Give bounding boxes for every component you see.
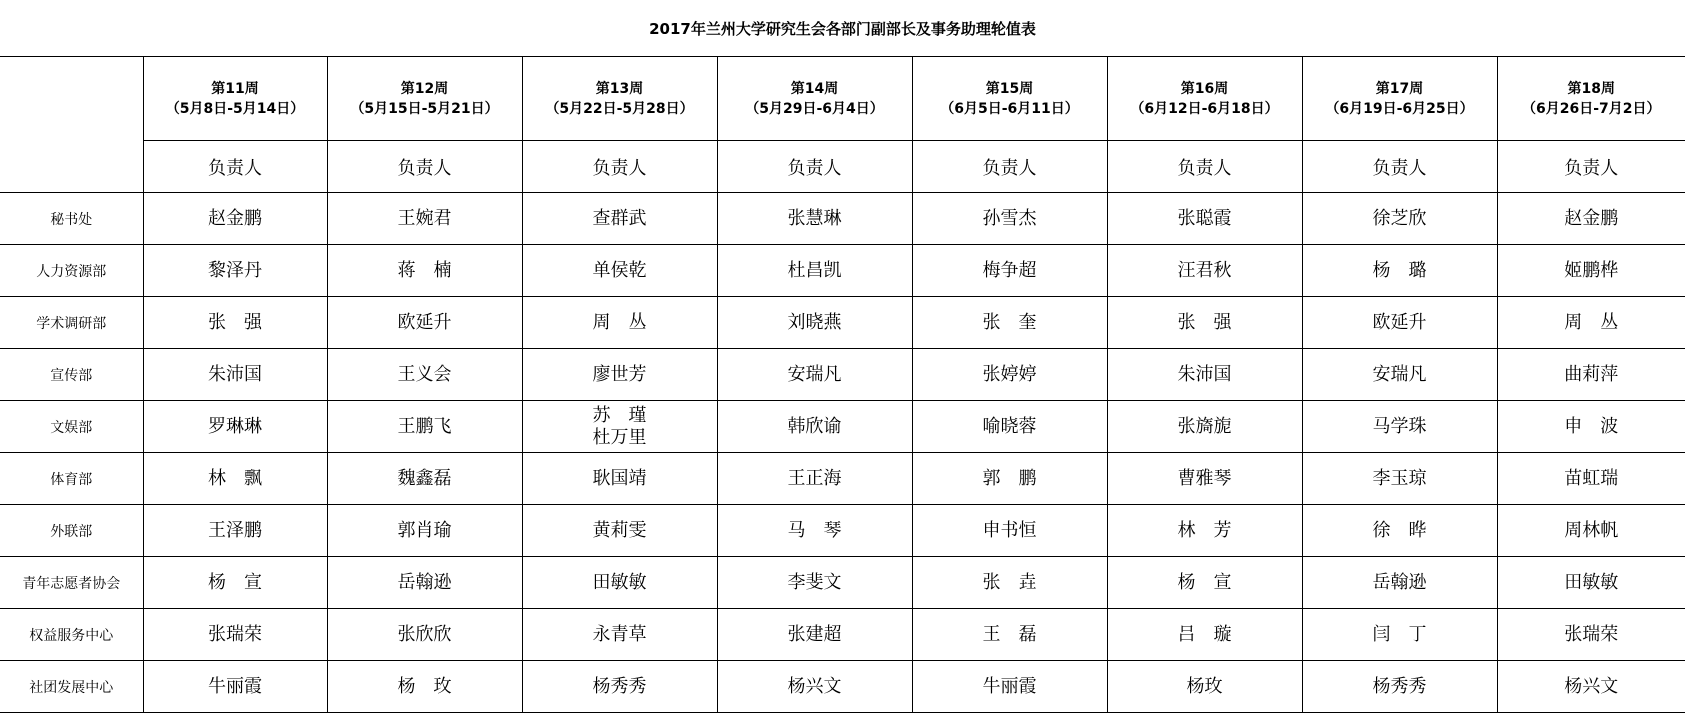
role-label-cell [522,141,717,193]
person-cell [1302,609,1497,661]
week-name: 第12周 [400,80,449,97]
person-name: 赵金鹏 [208,207,262,229]
person-name: 欧延升 [1372,311,1427,333]
week-header-cell [1497,57,1685,141]
week-date-range: （5月8日-5月14日） [165,100,305,117]
person-name: 徐芝欣 [1372,207,1427,229]
person-name: 岳翰逊 [397,571,452,593]
department-cell [0,609,143,661]
role-label-cell [717,141,912,193]
person-name: 牛丽霞 [982,675,1037,697]
person-name: 徐 晔 [1372,519,1427,541]
person-cell [717,661,912,713]
person-cell [1497,453,1685,505]
person-cell [327,505,522,557]
person-cell [522,245,717,297]
person-name: 牛丽霞 [208,675,262,697]
table-row [0,193,1685,245]
person-cell [1107,557,1302,609]
person-cell [1302,557,1497,609]
person-cell [522,505,717,557]
person-cell [522,609,717,661]
person-name: 王正海 [787,467,842,489]
week-header-cell [327,57,522,141]
person-cell [912,505,1107,557]
person-name: 安瑞凡 [1372,363,1427,385]
department-cell [0,661,143,713]
table-row [0,609,1685,661]
person-cell [522,661,717,713]
role-label: 负责人 [208,157,262,179]
person-cell [143,453,327,505]
week-name: 第16周 [1180,80,1229,97]
department-name: 学术调研部 [36,315,107,332]
person-name: 王鹏飞 [397,415,452,437]
person-cell [522,453,717,505]
person-name: 孙雪杰 [982,207,1037,229]
person-cell [1302,297,1497,349]
person-cell [1497,661,1685,713]
person-name: 苗虹瑞 [1564,467,1619,489]
person-name: 郭肖瑜 [397,519,452,541]
person-cell [327,661,522,713]
department-name: 青年志愿者协会 [22,575,121,592]
person-name: 黎泽丹 [208,259,262,281]
week-header-row [0,57,1685,141]
roster-table [0,56,1685,713]
person-name: 苏 瑾 [592,404,647,426]
person-name: 张旖旎 [1177,415,1232,437]
role-label: 负责人 [1177,157,1232,179]
person-cell [912,297,1107,349]
person-name: 李玉琼 [1372,467,1427,489]
sheet-title: 2017年兰州大学研究生会各部门副部长及事务助理轮值表 [0,0,1685,57]
person-name: 杨兴文 [787,675,842,697]
person-cell [1302,193,1497,245]
person-cell [1107,661,1302,713]
person-cell [1302,505,1497,557]
department-name: 文娱部 [50,419,93,436]
person-name: 王泽鹏 [208,519,262,541]
person-name: 杨秀秀 [1372,675,1427,697]
person-cell [1107,453,1302,505]
department-cell [0,505,143,557]
person-cell [1302,401,1497,453]
person-name: 张聪霞 [1177,207,1232,229]
person-cell [1497,505,1685,557]
person-name: 林 芳 [1177,519,1232,541]
table-row [0,661,1685,713]
person-cell [143,349,327,401]
person-name: 杨 宣 [208,571,262,593]
person-name: 杜昌凯 [787,259,842,281]
week-header-cell [522,57,717,141]
person-name: 林 飘 [208,467,262,489]
person-name: 吕 璇 [1177,623,1232,645]
person-name: 杨兴文 [1564,675,1619,697]
person-cell [1497,609,1685,661]
person-name: 廖世芳 [592,363,647,385]
person-name: 梅争超 [982,259,1037,281]
person-name: 李斐文 [787,571,842,593]
person-cell [1107,297,1302,349]
person-cell [1107,245,1302,297]
person-name: 王 磊 [982,623,1037,645]
person-cell [717,245,912,297]
department-cell [0,453,143,505]
department-cell [0,401,143,453]
person-cell [1302,453,1497,505]
person-name: 黄莉雯 [592,519,647,541]
person-name: 周林帆 [1564,519,1619,541]
person-name: 杨玫 [1186,675,1223,697]
department-cell [0,245,143,297]
person-cell [717,505,912,557]
person-name: 姬鹏桦 [1564,259,1619,281]
person-name: 蒋 楠 [397,259,452,281]
person-cell [912,349,1107,401]
person-name: 申 波 [1564,415,1619,437]
week-name: 第13周 [595,80,644,97]
table-row [0,349,1685,401]
department-cell [0,557,143,609]
person-name: 申书恒 [982,519,1037,541]
person-name: 刘晓燕 [787,311,842,333]
week-header-cell [717,57,912,141]
person-cell [1107,401,1302,453]
person-cell [522,557,717,609]
person-name: 曹雅琴 [1177,467,1232,489]
department-name: 秘书处 [50,211,93,228]
person-name: 杨 玫 [397,675,452,697]
person-name: 马学珠 [1372,415,1427,437]
department-name: 人力资源部 [36,263,107,280]
person-name: 单侯乾 [592,259,647,281]
corner-cell [0,141,143,193]
person-name: 查群武 [592,207,647,229]
person-name: 安瑞凡 [787,363,842,385]
person-name: 周 丛 [1564,311,1619,333]
person-cell [1302,349,1497,401]
role-label: 负责人 [592,157,647,179]
person-cell [1497,193,1685,245]
week-name: 第11周 [211,80,259,97]
person-name: 张 垚 [982,571,1037,593]
week-date-range: （5月15日-5月21日） [350,100,499,117]
person-name: 欧延升 [397,311,452,333]
person-cell [143,193,327,245]
role-label: 负责人 [397,157,452,179]
person-cell [522,401,717,453]
person-cell [717,557,912,609]
person-cell [522,297,717,349]
table-row [0,401,1685,453]
person-cell [1497,401,1685,453]
person-name: 张瑞荣 [1564,623,1619,645]
person-cell [327,401,522,453]
role-label: 负责人 [1564,157,1619,179]
person-cell [1107,349,1302,401]
person-name: 赵金鹏 [1564,207,1619,229]
person-name: 田敏敏 [1564,571,1619,593]
person-name: 张欣欣 [397,623,452,645]
person-name: 张婷婷 [982,363,1037,385]
week-date-range: （6月26日-7月2日） [1521,100,1661,117]
week-date-range: （5月29日-6月4日） [745,100,884,117]
person-cell [1107,609,1302,661]
corner-cell [0,57,143,141]
person-cell [143,245,327,297]
person-name: 田敏敏 [592,571,647,593]
department-name: 体育部 [50,471,93,488]
person-name: 永青草 [592,623,647,645]
person-cell [327,557,522,609]
person-name: 王婉君 [397,207,452,229]
person-cell [717,193,912,245]
week-date-range: （5月22日-5月28日） [545,100,694,117]
person-cell [1107,505,1302,557]
person-name: 罗琳琳 [208,415,262,437]
person-name: 朱沛国 [208,363,262,385]
person-name: 杜万里 [592,426,647,448]
person-cell [912,193,1107,245]
role-label-row [0,141,1685,193]
person-name: 曲莉萍 [1564,363,1619,385]
person-cell [912,609,1107,661]
person-cell [143,401,327,453]
person-name: 张瑞荣 [208,623,262,645]
person-cell [1107,193,1302,245]
person-cell [327,453,522,505]
person-name: 张慧琳 [787,207,842,229]
person-name: 马 琴 [787,519,842,541]
person-name: 岳翰逊 [1372,571,1427,593]
person-name: 张 强 [208,311,262,333]
department-name: 社团发展中心 [29,679,114,696]
person-cell [912,453,1107,505]
person-cell [1497,297,1685,349]
role-label-cell [1107,141,1302,193]
person-cell [327,297,522,349]
person-cell [912,661,1107,713]
person-cell [717,349,912,401]
role-label: 负责人 [982,157,1037,179]
person-cell [327,609,522,661]
person-cell [143,557,327,609]
week-header-cell [1302,57,1497,141]
week-header-cell [912,57,1107,141]
person-cell [717,609,912,661]
department-name: 外联部 [50,523,93,540]
week-date-range: （6月12日-6月18日） [1130,100,1279,117]
person-cell [327,349,522,401]
role-label-cell [1302,141,1497,193]
table-row [0,245,1685,297]
person-name: 张 强 [1177,311,1232,333]
person-cell [522,193,717,245]
person-cell [717,401,912,453]
person-name: 魏鑫磊 [397,467,452,489]
person-cell [912,245,1107,297]
person-name: 杨 璐 [1372,259,1427,281]
person-name: 张 奎 [982,311,1037,333]
week-name: 第18周 [1567,80,1615,97]
department-cell [0,193,143,245]
department-cell [0,349,143,401]
person-cell [522,349,717,401]
role-label-cell [1497,141,1685,193]
role-label-cell [143,141,327,193]
person-cell [143,505,327,557]
person-name: 郭 鹏 [982,467,1037,489]
department-cell [0,297,143,349]
person-cell [1302,661,1497,713]
person-cell [717,453,912,505]
person-name: 杨秀秀 [592,675,647,697]
person-cell [912,401,1107,453]
person-cell [143,661,327,713]
person-name: 耿国靖 [592,467,647,489]
person-name: 张建超 [787,623,842,645]
person-cell [327,193,522,245]
week-date-range: （6月19日-6月25日） [1325,100,1474,117]
person-name: 周 丛 [592,311,647,333]
week-name: 第14周 [790,80,839,97]
person-name: 王义会 [397,363,452,385]
person-cell [143,609,327,661]
person-name: 汪君秋 [1177,259,1232,281]
person-name: 朱沛国 [1177,363,1232,385]
role-label: 负责人 [787,157,842,179]
table-row [0,557,1685,609]
role-label: 负责人 [1372,157,1427,179]
table-row [0,453,1685,505]
person-cell [327,245,522,297]
person-name: 喻晓蓉 [982,415,1037,437]
role-label-cell [912,141,1107,193]
week-header-cell [1107,57,1302,141]
person-cell [717,297,912,349]
person-cell [912,557,1107,609]
week-header-cell [143,57,327,141]
person-cell [1497,245,1685,297]
person-cell [143,297,327,349]
department-name: 宣传部 [50,367,93,384]
person-name: 杨 宣 [1177,571,1232,593]
person-cell [1497,349,1685,401]
week-name: 第17周 [1375,80,1424,97]
person-cell [1302,245,1497,297]
person-cell [1497,557,1685,609]
table-row [0,505,1685,557]
week-date-range: （6月5日-6月11日） [940,100,1079,117]
person-name: 韩欣谕 [787,415,842,437]
person-name: 闫 丁 [1372,623,1427,645]
week-name: 第15周 [985,80,1034,97]
department-name: 权益服务中心 [29,627,114,644]
role-label-cell [327,141,522,193]
table-row [0,297,1685,349]
